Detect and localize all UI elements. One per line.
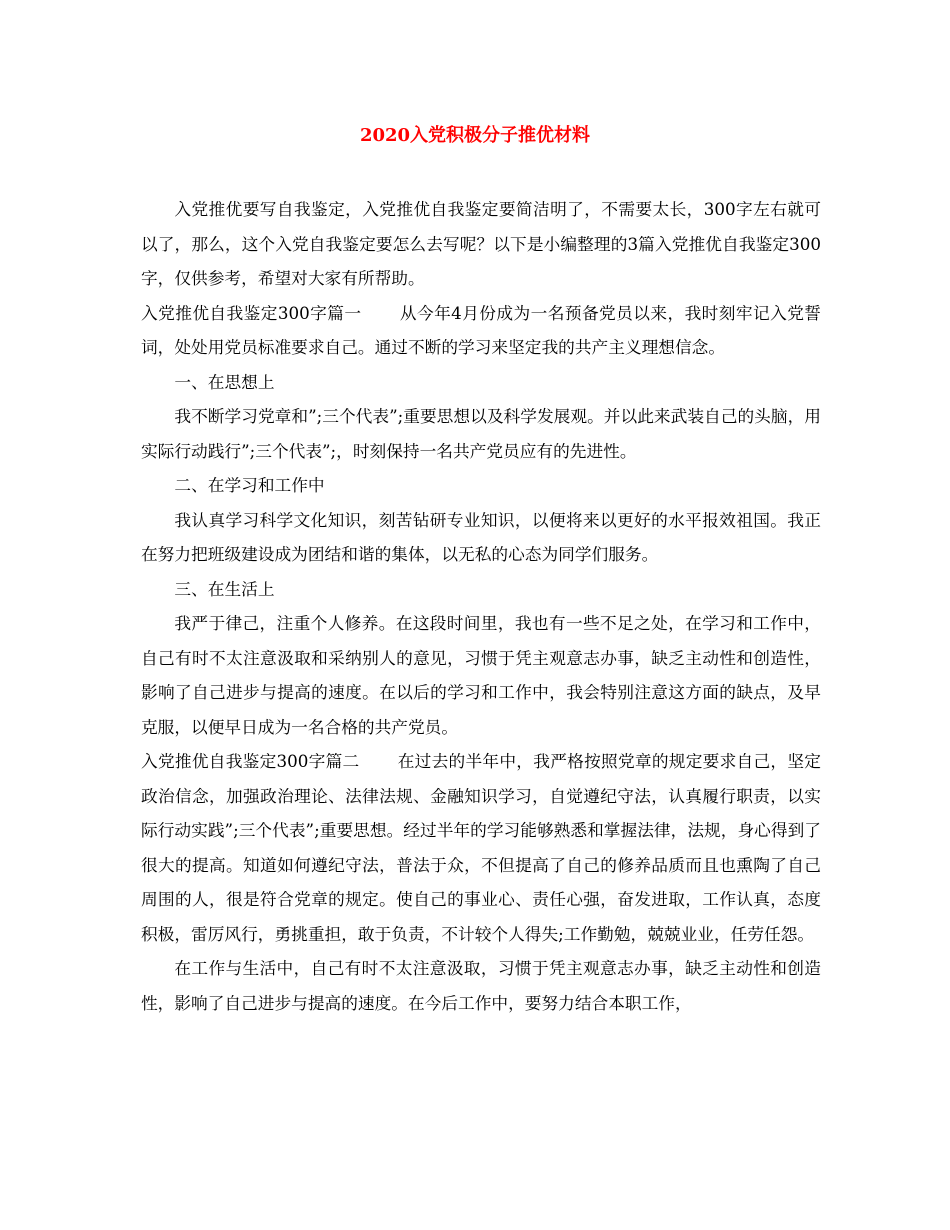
section1-heading: 一、在思想上 — [174, 371, 275, 392]
section2-paragraph: 我认真学习科学文化知识，刻苦钻研专业知识，以便将来以更好的水平报效祖国。我正在努力把班级建设成为团结和谐的集体，以无私的心态为同学们服务。 — [141, 509, 821, 564]
part1-text: 从今年4月份成为一名预备党员以来，我时刻牢记入党誓词，处处用党员标准要求自己。通过不断的学习来坚定我的共产主义理想信念。 — [141, 302, 821, 357]
part1-paragraph — [141, 296, 821, 365]
section1-paragraph: 我不断学习党章和”;三个代表”;重要思想以及科学发展观。并以此来武装自己的头脑，用实际行动践行”;三个代表”;，时刻保持一名共产党员应有的先进性。 — [141, 406, 821, 461]
document-body — [141, 192, 821, 1020]
part1-heading: 入党推优自我鉴定300字篇一 — [141, 302, 362, 323]
part2-paragraph — [141, 744, 821, 951]
part2-heading: 入党推优自我鉴定300字篇二 — [141, 751, 360, 771]
section3-paragraph: 我严于律己，注重个人修养。在这段时间里，我也有一些不足之处，在学习和工作中，自己有时不太注意汲取和采纳别人的意见，习惯于凭主观意志办事，缺乏主动性和创造性，影响了自己进步与提高的速度。在以后的学习和工作中，我会特别注意这方面的缺点，及早克服，以便早日成为一名合格的共产党员。 — [141, 613, 821, 737]
section3-heading: 三、在生活上 — [174, 578, 275, 599]
page-title: 2020入党积极分子推优材料 — [359, 125, 591, 146]
section2-heading: 二、在学习和工作中 — [174, 475, 325, 495]
part2-text: 在过去的半年中，我严格按照党章的规定要求自己，坚定政治信念，加强政治理论、法律法规、金融知识学习，自觉遵纪守法，认真履行职责，以实际行动实践”;三个代表”;重要思想。经过半年的学习能够熟悉和掌握法律，法规，身心得到了很大的提高。知道如何遵纪守法，普法于众，不但提高了自己的修养品质而且也熏陶了自己周围的人，很是符合党章的规定。使自己的事业心、责任心强，奋发进取，工作认真，态度积极，雷厉风行，勇挑重担，敢于负责，不计较个人得失;工作勤勉，兢兢业业，任劳任怨。 — [141, 751, 821, 944]
intro-paragraph: 入党推优要写自我鉴定，入党推优自我鉴定要简洁明了，不需要太长，300字左右就可以了，那么，这个入党自我鉴定要怎么去写呢？以下是小编整理的3篇入党推优自我鉴定300字，仅供参考，希望对大家有所帮助。 — [141, 199, 821, 288]
closing-paragraph: 在工作与生活中，自己有时不太注意汲取，习惯于凭主观意志办事，缺乏主动性和创造性，影响了自己进步与提高的速度。在今后工作中，要努力结合本职工作， — [141, 958, 821, 1013]
